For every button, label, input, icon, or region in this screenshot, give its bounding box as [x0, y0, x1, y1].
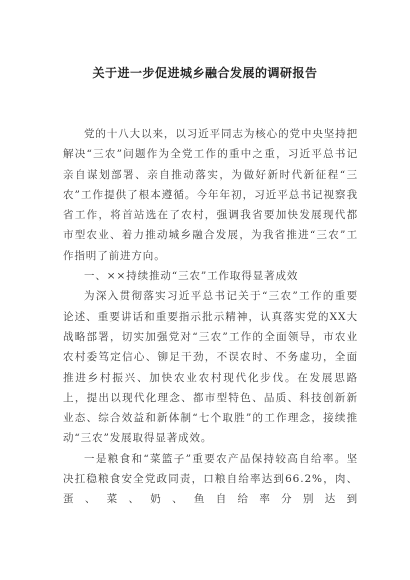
- paragraph-intro: 党的十八大以来，以习近平同志为核心的党中央坚持把解决“三农”问题作为全党工作的重中之重，习近平总书记亲自谋划部署、亲自推动落实，为做好新时代新征程“三农”工作提供了根本遵循。今年年初，习近平总书记视察我省工作，将首站选在了农村，强调我省要加快发展现代都市型农业、着力推动城乡融合发展，为我省推进“三农”工作指明了前进方向。: [63, 128, 358, 262]
- paragraph-section-1: 为深入贯彻落实习近平总书记关于“三农”工作的重要论述、重要讲话和重要指示批示精神，认真落实党的XX大战略部署，切实加强党对“三农”工作的全面领导，市农业农村委笃定信心、铆足干劲，不误农时、不务虚功，全面推进乡村振兴、加快农业农村现代化步伐。在发展思路上，提出以现代化理念、都市型特色、品质、科技创新新业态、综合效益和新体制“七个取胜”的工作理念，接续推动“三农”发展取得显著成效。: [63, 290, 358, 445]
- document-title: 关于进一步促进城乡融合发展的调研报告: [92, 66, 318, 80]
- section-heading-1: 一、××持续推动“三农”工作取得显著成效: [84, 270, 299, 283]
- document-body: [63, 124, 358, 510]
- paragraph-point-1: 一是粮食和“菜篮子”重要农产品保持较高自给率。坚决扛稳粮食安全党政同责，口粮自给率达到66.2%，肉、蛋、菜、奶、鱼自给率分别达到: [63, 452, 358, 506]
